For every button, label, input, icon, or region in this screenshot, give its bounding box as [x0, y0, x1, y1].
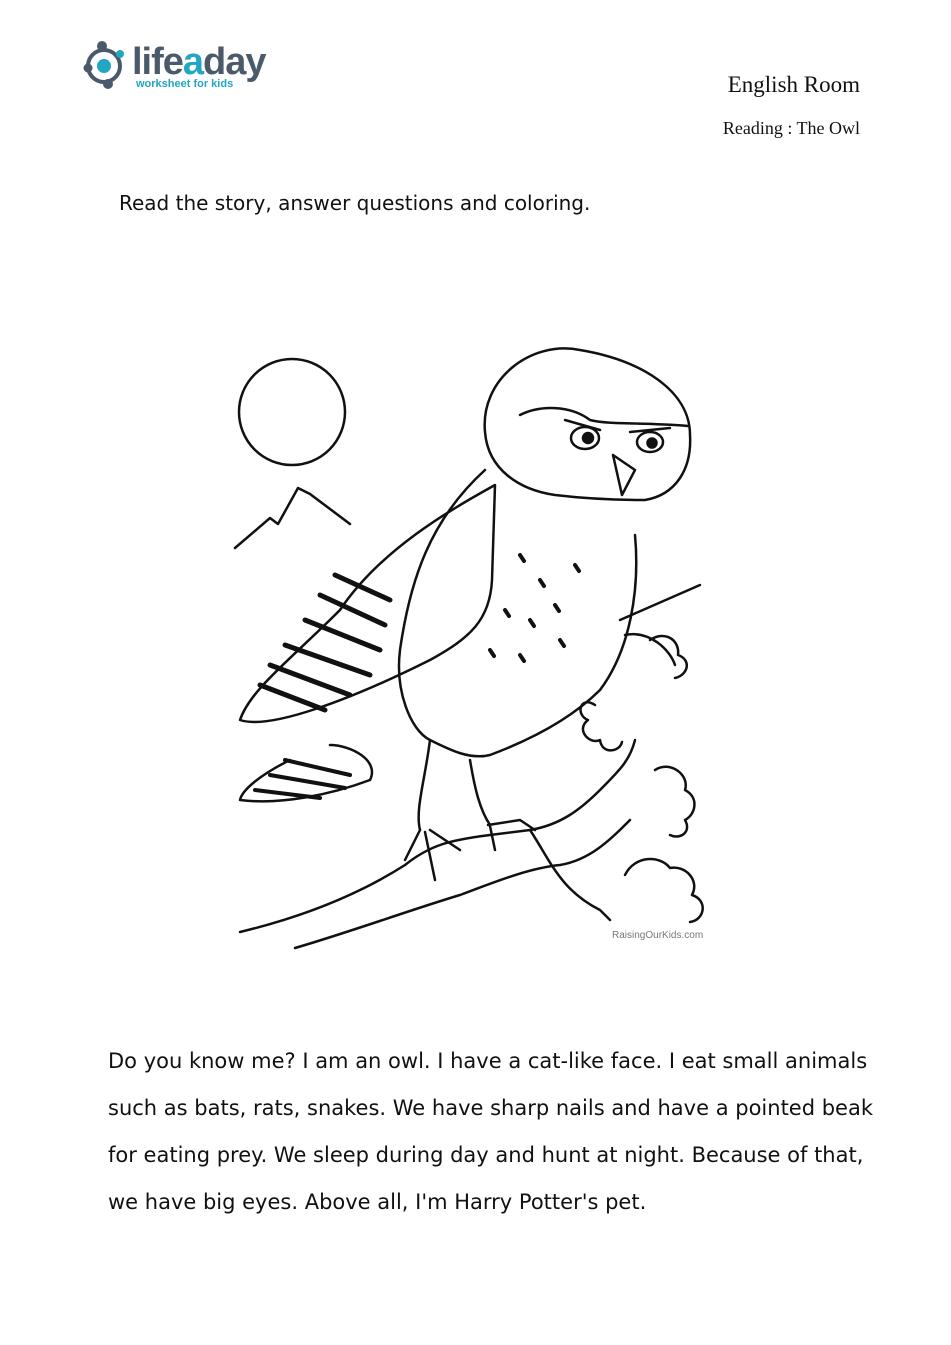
- chest-spots: [490, 555, 579, 661]
- tail-stripes: [255, 760, 350, 798]
- twig-shape: [530, 830, 610, 920]
- owl-wing: [240, 485, 495, 722]
- moon-shape: [239, 359, 345, 465]
- owl-left-pupil: [583, 433, 593, 443]
- logo-wordmark: lifeaday: [132, 41, 266, 83]
- story-line-3: for eating prey. We sleep during day and hunt at night. Because of that,: [108, 1143, 864, 1167]
- foliage-3: [625, 859, 703, 922]
- room-title: English Room: [727, 72, 860, 97]
- lifeaday-logo: [82, 38, 272, 98]
- owl-right-pupil: [648, 439, 657, 448]
- foliage-1: [581, 702, 622, 750]
- logo-tagline: worksheet for kids: [136, 78, 234, 90]
- twig-shape-2: [620, 585, 700, 665]
- owl-coloring-picture: [230, 320, 720, 960]
- story-line-2: such as bats, rats, snakes. We have sharp nails and have a pointed beak: [108, 1096, 874, 1120]
- owl-body: [399, 470, 636, 756]
- story-line-1: Do you know me? I am an owl. I have a cat-like face. I eat small animals: [108, 1049, 868, 1073]
- owl-beak: [613, 455, 635, 495]
- story-line-4: we have big eyes. Above all, I'm Harry Potter's pet.: [108, 1190, 647, 1214]
- owl-tail: [240, 745, 372, 801]
- wing-stripes: [260, 575, 390, 710]
- reading-subject: Reading : The Owl: [722, 118, 860, 138]
- logo-molecule-icon: [82, 38, 132, 94]
- mountain-shape: [235, 488, 350, 548]
- owl-talons: [405, 820, 535, 880]
- story-paragraph: [108, 1038, 874, 1226]
- worksheet-header: [723, 70, 860, 140]
- instruction-text: Read the story, answer questions and coloring.: [119, 191, 591, 215]
- foliage-2: [655, 767, 694, 837]
- owl-face-disc: [520, 408, 688, 426]
- owl-legs: [419, 740, 490, 830]
- image-credit: RaisingOurKids.com: [612, 930, 704, 941]
- owl-illustration: [230, 320, 720, 960]
